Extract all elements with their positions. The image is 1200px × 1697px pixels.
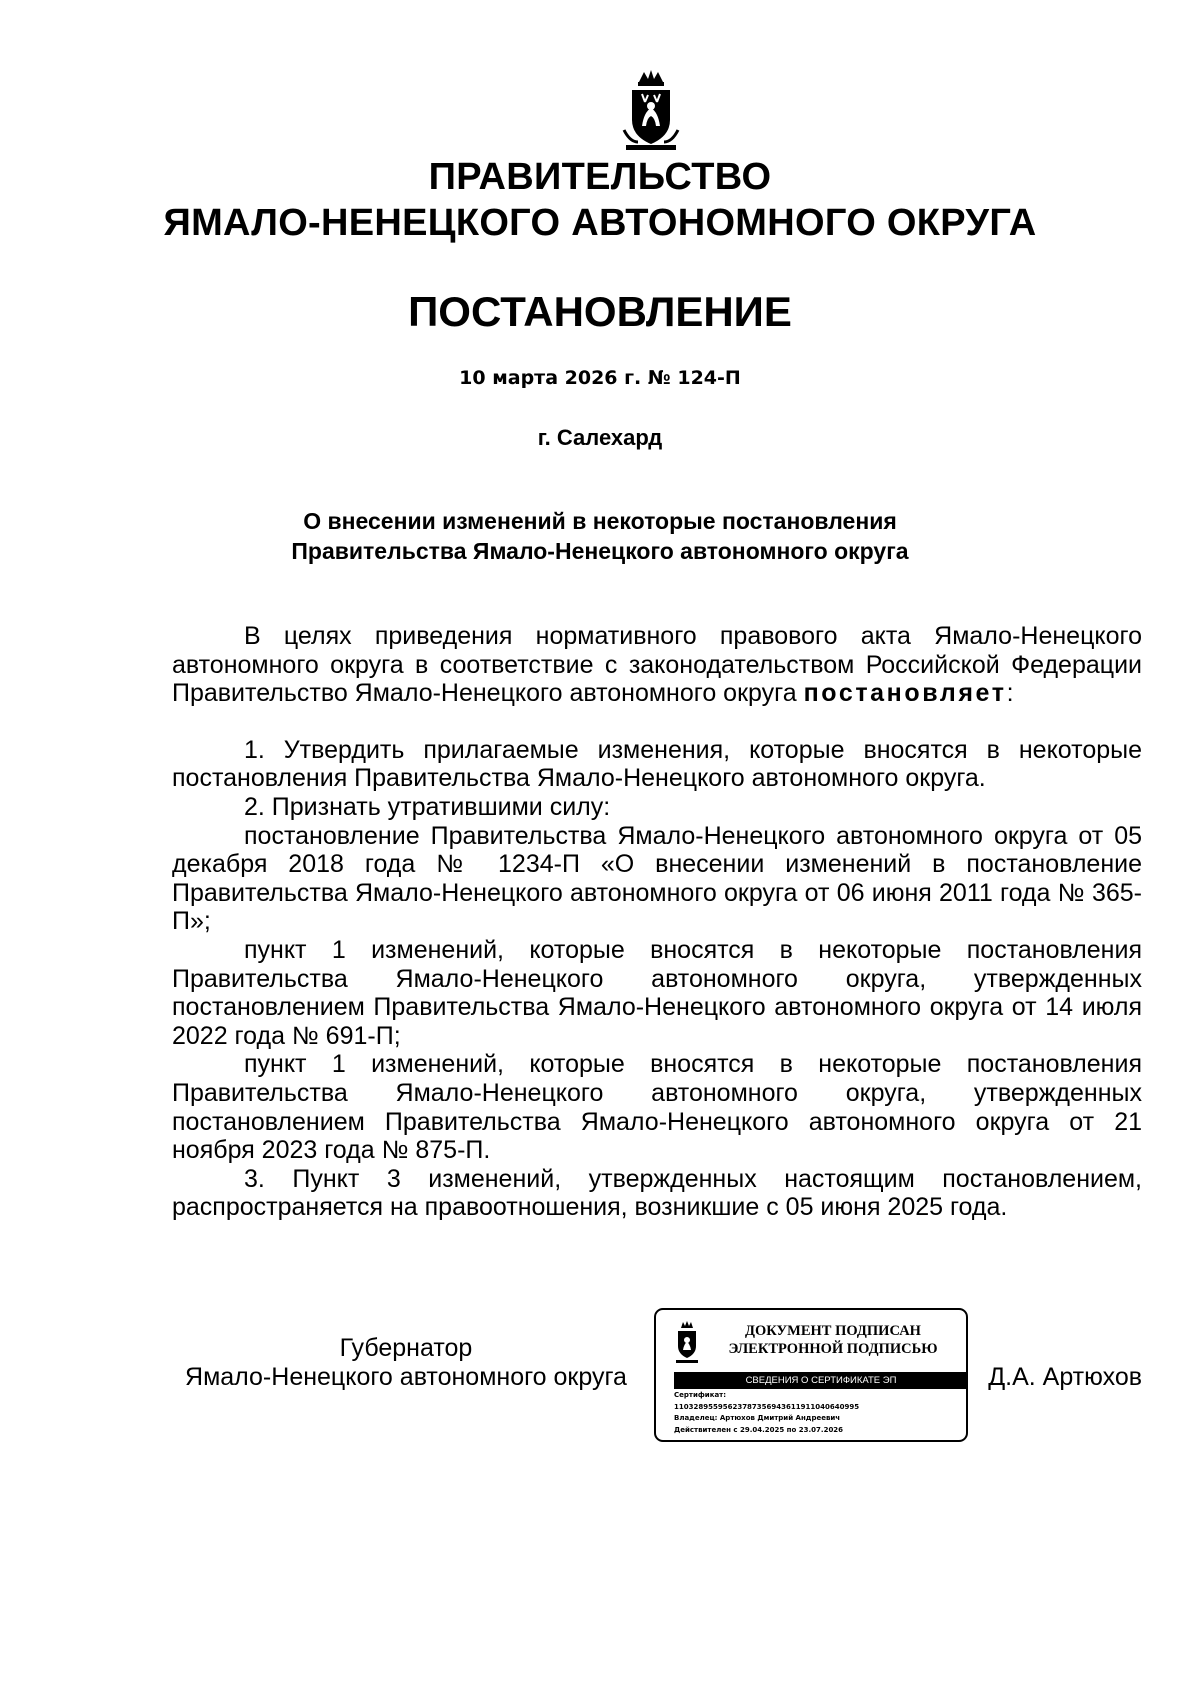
resolves-word: постановляет: [803, 679, 1007, 708]
org-title-line2: ЯМАЛО-НЕНЕЦКОГО АВТОНОМНОГО ОКРУГА: [163, 202, 1037, 244]
subject-line1: О внесении изменений в некоторые постановления: [303, 508, 897, 534]
document-subject: [150, 506, 1050, 566]
item-2-c: пункт 1 изменений, которые вносятся в некоторые постановления Правительства Ямало-Ненецкого автономного округа, утвержденных постановлением Правительства Ямало-Ненецкого автономного округа от 21 ноября 2023 года № 875-П.: [172, 1050, 1142, 1165]
governor-title-line2: Ямало-Ненецкого автономного округа: [185, 1363, 627, 1391]
stamp-certificate-bar: СВЕДЕНИЯ О СЕРТИФИКАТЕ ЭП: [674, 1372, 968, 1389]
stamp-validity: Действителен с 29.04.2025 по 23.07.2026: [674, 1425, 844, 1434]
stamp-certificate-label: Сертификат:: [674, 1391, 727, 1399]
org-title-line1: ПРАВИТЕЛЬСТВО: [428, 156, 772, 198]
preamble-paragraph: [172, 622, 1142, 708]
electronic-signature-stamp: [654, 1308, 968, 1442]
item-1: 1. Утвердить прилагаемые изменения, которые вносятся в некоторые постановления Правительства Ямало-Ненецкого автономного округа.: [172, 735, 1142, 793]
stamp-certificate-number: 11032895595623787356943611911040640995: [674, 1402, 860, 1411]
coat-of-arms-emblem: [622, 68, 680, 152]
preamble-text: В целях приведения нормативного правового акта Ямало-Ненецкого автономного округа в соответствие с законодательством Российской Федерации Правительство Ямало-Ненецкого автономного округа: [172, 622, 1142, 708]
subject-line2: Правительства Ямало-Ненецкого автономного округа: [291, 538, 909, 564]
stamp-header: [718, 1322, 948, 1358]
document-body: [172, 622, 1142, 1222]
stamp-emblem-icon: [674, 1320, 700, 1364]
governor-title: [172, 1334, 640, 1392]
resolves-suffix: :: [1006, 679, 1014, 708]
item-3: 3. Пункт 3 изменений, утвержденных настоящим постановлением, распространяется на правоотношения, возникшие с 05 июня 2025 года.: [172, 1164, 1142, 1222]
item-2-b: пункт 1 изменений, которые вносятся в некоторые постановления Правительства Ямало-Ненецкого автономного округа, утвержденных постановлением Правительства Ямало-Ненецкого автономного округа от 14 июля 2022 года № 691-П;: [172, 935, 1142, 1050]
item-2: 2. Признать утратившими силу:: [244, 792, 611, 821]
document-type: ПОСТАНОВЛЕНИЕ: [408, 288, 792, 335]
stamp-header-line2: ЭЛЕКТРОННОЙ ПОДПИСЬЮ: [728, 1341, 938, 1357]
stamp-owner: Владелец: Артюхов Дмитрий Андреевич: [674, 1414, 841, 1422]
document-city: г. Салехард: [537, 425, 663, 450]
stamp-details: [674, 1390, 964, 1436]
governor-name: Д.А. Артюхов: [988, 1363, 1142, 1391]
item-2-a: постановление Правительства Ямало-Ненецкого автономного округа от 05 декабря 2018 года № 1234-П «О внесении изменений в постановление Правительства Ямало-Ненецкого автономного округа от 06 июня 2011 года № 365-П»;: [172, 821, 1142, 936]
governor-title-line1: Губернатор: [339, 1334, 473, 1362]
document-date-number: 10 марта 2026 г. № 124-П: [459, 367, 741, 389]
stamp-header-line1: ДОКУМЕНТ ПОДПИСАН: [745, 1323, 921, 1339]
